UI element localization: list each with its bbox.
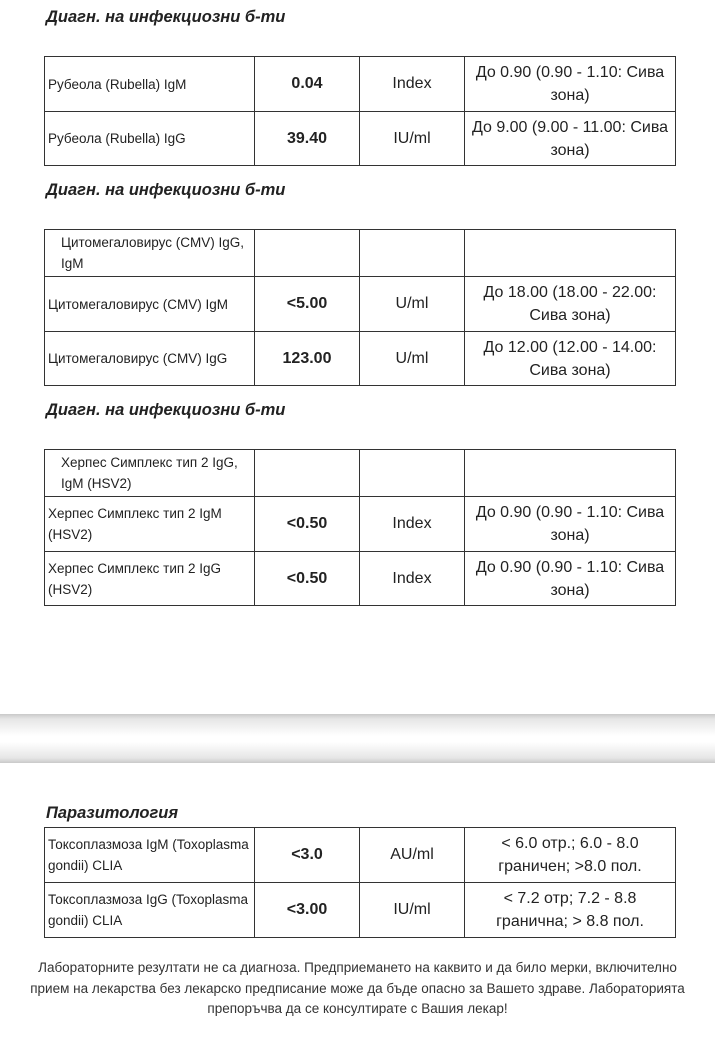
test-unit: IU/ml bbox=[360, 883, 465, 938]
test-value: <5.00 bbox=[255, 277, 360, 332]
test-reference: < 7.2 отр; 7.2 - 8.8 гранична; > 8.8 пол. bbox=[465, 883, 676, 938]
test-value: <0.50 bbox=[255, 497, 360, 552]
test-reference: До 0.90 (0.90 - 1.10: Сива зона) bbox=[465, 57, 676, 112]
test-name: Цитомегаловирус (CMV) IgG bbox=[45, 332, 255, 386]
section-title-parasitology: Паразитология bbox=[46, 804, 179, 822]
disclaimer-footer: Лабораторните резултати не са диагноза. Предприемането на каквито и да било мерки, включително прием на лекарства без лекарско предписание може да бъде опасно за Вашето здраве. Лабораторията препоръчва да се консултирате с Вашия лекар! bbox=[30, 960, 685, 1016]
test-unit: Index bbox=[360, 497, 465, 552]
test-unit: IU/ml bbox=[360, 112, 465, 166]
results-table-rubella bbox=[44, 56, 676, 166]
test-unit: AU/ml bbox=[360, 828, 465, 883]
test-reference: < 6.0 отр.; 6.0 - 8.0 граничен; >8.0 пол. bbox=[465, 828, 676, 883]
test-name: Токсоплазмоза IgM (Toxoplasma gondii) CLIA bbox=[45, 828, 255, 883]
table-row bbox=[45, 112, 676, 166]
test-unit: U/ml bbox=[360, 332, 465, 386]
table-row bbox=[45, 497, 676, 552]
test-value: <0.50 bbox=[255, 552, 360, 606]
test-value: 0.04 bbox=[255, 57, 360, 112]
test-group-name: Цитомегаловирус (CMV) IgG, IgM bbox=[45, 230, 255, 277]
table-row bbox=[45, 883, 676, 938]
test-unit: Index bbox=[360, 57, 465, 112]
test-group-name: Херпес Симплекс тип 2 IgG, IgM (HSV2) bbox=[45, 450, 255, 497]
empty-cell bbox=[465, 230, 676, 277]
test-name: Рубеола (Rubella) IgM bbox=[45, 57, 255, 112]
page-break-divider bbox=[0, 714, 715, 763]
test-reference: До 18.00 (18.00 - 22.00: Сива зона) bbox=[465, 277, 676, 332]
test-reference: До 12.00 (12.00 - 14.00: Сива зона) bbox=[465, 332, 676, 386]
test-value: 123.00 bbox=[255, 332, 360, 386]
test-name: Цитомегаловирус (CMV) IgM bbox=[45, 277, 255, 332]
results-table-cmv bbox=[44, 229, 676, 386]
test-reference: До 9.00 (9.00 - 11.00: Сива зона) bbox=[465, 112, 676, 166]
test-value: 39.40 bbox=[255, 112, 360, 166]
table-row bbox=[45, 332, 676, 386]
test-value: <3.0 bbox=[255, 828, 360, 883]
empty-cell bbox=[360, 450, 465, 497]
test-name: Токсоплазмоза IgG (Toxoplasma gondii) CLIA bbox=[45, 883, 255, 938]
test-reference: До 0.90 (0.90 - 1.10: Сива зона) bbox=[465, 552, 676, 606]
empty-cell bbox=[255, 230, 360, 277]
section-title-infectious-1: Диагн. на инфекциозни б-ти bbox=[46, 8, 286, 26]
test-unit: Index bbox=[360, 552, 465, 606]
table-row bbox=[45, 230, 676, 277]
results-table-toxoplasma bbox=[44, 827, 676, 938]
test-name: Рубеола (Rubella) IgG bbox=[45, 112, 255, 166]
test-name: Херпес Симплекс тип 2 IgM (HSV2) bbox=[45, 497, 255, 552]
empty-cell bbox=[465, 450, 676, 497]
empty-cell bbox=[255, 450, 360, 497]
table-row bbox=[45, 828, 676, 883]
test-name: Херпес Симплекс тип 2 IgG (HSV2) bbox=[45, 552, 255, 606]
table-row bbox=[45, 57, 676, 112]
table-row bbox=[45, 450, 676, 497]
section-title-infectious-2: Диагн. на инфекциозни б-ти bbox=[46, 181, 286, 199]
test-reference: До 0.90 (0.90 - 1.10: Сива зона) bbox=[465, 497, 676, 552]
empty-cell bbox=[360, 230, 465, 277]
test-unit: U/ml bbox=[360, 277, 465, 332]
results-table-hsv2 bbox=[44, 449, 676, 606]
table-row bbox=[45, 552, 676, 606]
section-title-infectious-3: Диагн. на инфекциозни б-ти bbox=[46, 401, 286, 419]
table-row bbox=[45, 277, 676, 332]
test-value: <3.00 bbox=[255, 883, 360, 938]
